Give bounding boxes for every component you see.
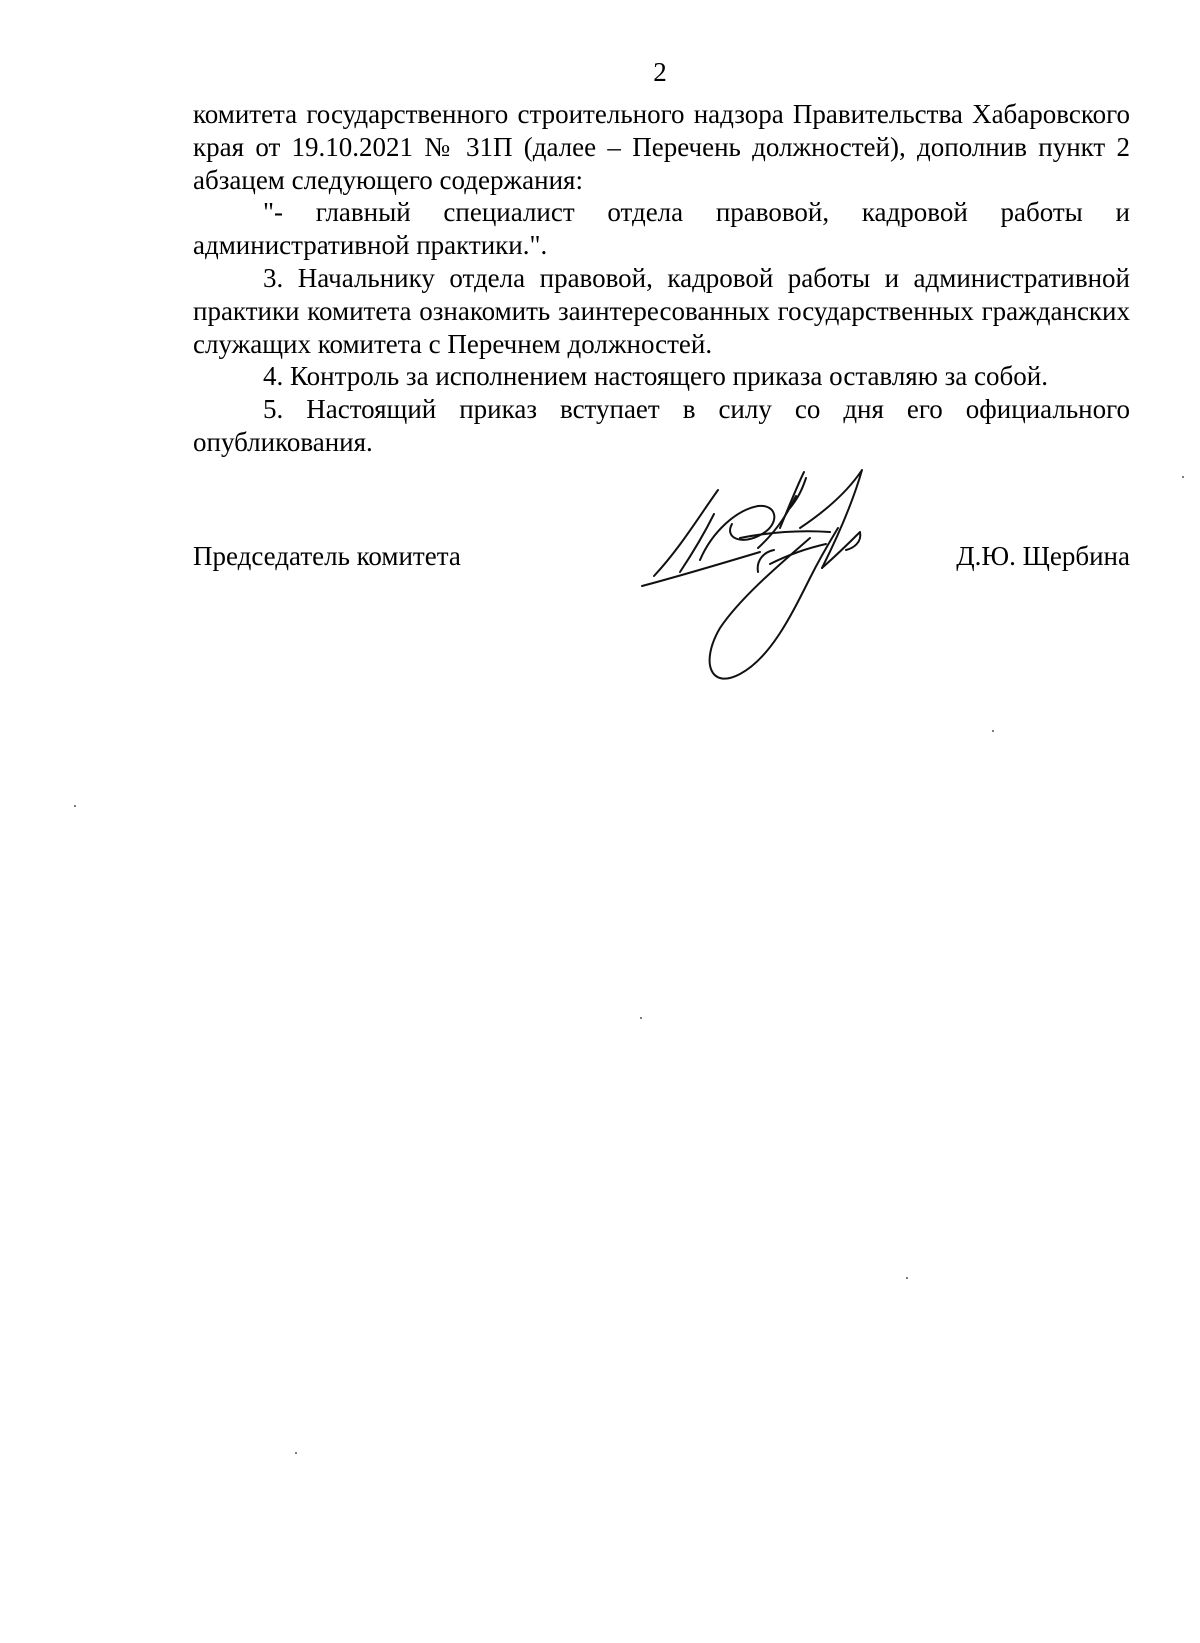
scan-speck	[640, 1017, 642, 1019]
paragraph-quoted-addition: "- главный специалист отдела правовой, кадровой работы и административной практики.".	[193, 197, 1130, 261]
scan-speck	[74, 805, 76, 807]
page-number: 2	[653, 57, 667, 87]
handwritten-signature	[640, 468, 910, 688]
document-body	[193, 98, 1130, 459]
scan-speck	[992, 730, 994, 732]
scan-speck	[1182, 476, 1184, 478]
scan-speck	[906, 1277, 908, 1279]
paragraph-item-4: 4. Контроль за исполнением настоящего приказа оставляю за собой.	[263, 361, 1048, 392]
signer-title: Председатель комитета	[193, 541, 461, 571]
signer-name: Д.Ю. Щербина	[956, 541, 1130, 571]
paragraph-continuation: комитета государственного строительного надзора Правительства Хабаровского края от 19.10.2021 № 31П (далее – Перечень должностей), дополнив пункт 2 абзацем следующего содержания:	[193, 99, 1130, 195]
paragraph-item-5: 5. Настоящий приказ вступает в силу со дня его официального опубликования.	[193, 394, 1130, 457]
paragraph-item-3: 3. Начальнику отдела правовой, кадровой работы и административной практики комитета ознакомить заинтересованных государственных гражданских служащих комитета с Перечнем должностей.	[193, 262, 1130, 359]
scan-speck	[295, 1452, 297, 1454]
